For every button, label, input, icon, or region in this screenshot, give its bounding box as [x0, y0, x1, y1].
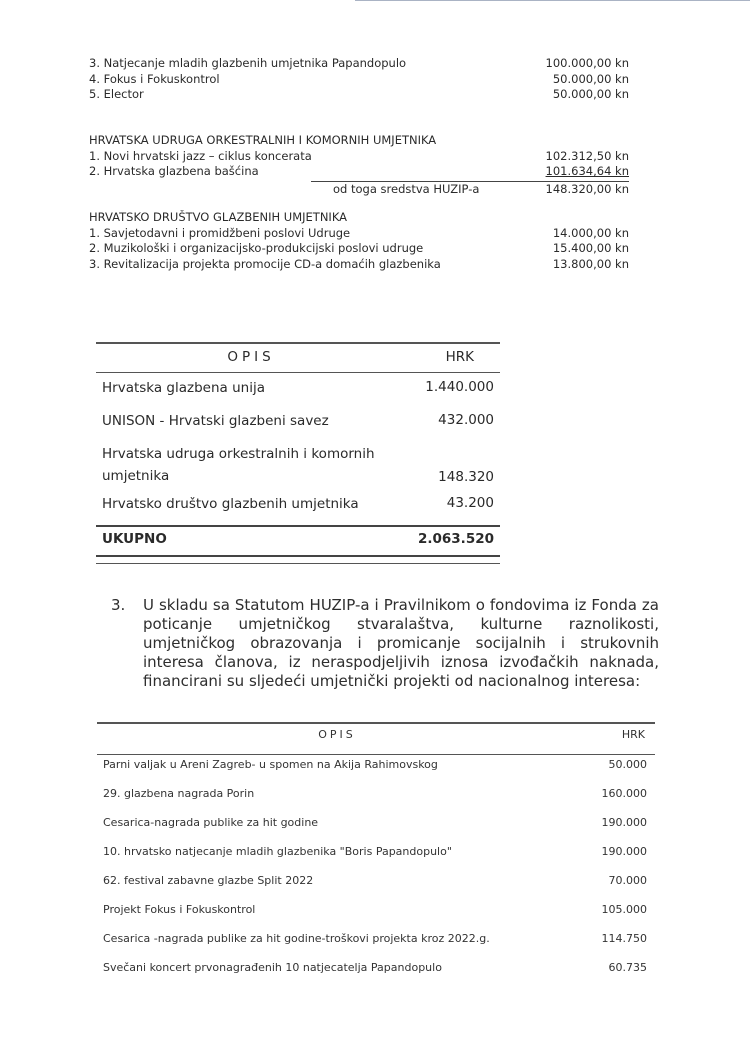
subtotal-amount: 148.320,00 kn: [545, 181, 629, 196]
item-label: 1. Savjetodavni i promidžbeni poslovi Udruge: [89, 225, 351, 240]
list-item: [89, 226, 629, 242]
header-hrk: HRK: [445, 349, 474, 365]
list-top: [89, 56, 629, 103]
table-row: [97, 871, 655, 900]
row-value: 43.200: [446, 495, 494, 511]
list-item: [89, 257, 629, 273]
row-name: Parni valjak u Areni Zagreb- u spomen na Akija Rahimovskog: [103, 758, 438, 771]
row-value: 105.000: [601, 903, 647, 916]
item-amount: 50.000,00 kn: [552, 87, 629, 101]
row-name: Projekt Fokus i Fokuskontrol: [103, 903, 256, 916]
item-amount: 50.000,00 kn: [552, 71, 629, 86]
page-top-rule: [355, 0, 750, 1]
row-name: 10. hrvatsko natjecanje mladih glazbenika "Boris Papandopulo": [103, 845, 452, 858]
table-row: [97, 842, 655, 871]
section-huoku: [89, 133, 629, 197]
paragraph-number: 3.: [111, 596, 126, 614]
row-value: 60.735: [608, 961, 647, 974]
list-item: [89, 149, 629, 165]
item-label: 2. Muzikološki i organizacijsko-produkcijski poslovi udruge: [89, 241, 424, 255]
list-item: [89, 56, 629, 72]
summary-table: [96, 342, 500, 564]
item-amount: 100.000,00 kn: [545, 56, 629, 70]
row-name: Hrvatsko društvo glazbenih umjetnika: [102, 496, 359, 512]
table-row: [97, 900, 655, 929]
table-row: [97, 755, 655, 784]
row-value: 50.000: [608, 758, 647, 771]
item-amount: 15.400,00 kn: [552, 241, 629, 255]
total-value: 2.063.520: [417, 531, 494, 547]
table-row: [97, 784, 655, 813]
row-name: 29. glazbena nagrada Porin: [103, 787, 255, 800]
row-value: 190.000: [601, 845, 647, 858]
paragraph-3: [111, 596, 659, 691]
row-name: UNISON - Hrvatski glazbeni savez: [102, 413, 329, 429]
section-title: [89, 210, 629, 226]
item-label: 5. Elector: [89, 87, 144, 101]
table-row: [96, 439, 500, 493]
list-item: [89, 87, 629, 103]
list-item: [89, 72, 629, 88]
header-opis: OPIS: [227, 349, 275, 365]
header-hrk: HRK: [621, 728, 645, 741]
row-value: 160.000: [601, 787, 647, 800]
row-value: 70.000: [608, 874, 647, 887]
table-row: [97, 813, 655, 842]
table-row: [97, 958, 655, 987]
item-amount: 13.800,00 kn: [552, 256, 629, 271]
item-label: 3. Natjecanje mladih glazbenih umjetnika Papandopulo: [89, 56, 407, 70]
row-name: Hrvatska glazbena unija: [102, 380, 265, 396]
item-amount: 14.000,00 kn: [552, 225, 629, 240]
row-name: Hrvatska udruga orkestralnih i komornih umjetnika: [102, 446, 375, 484]
table-header: [96, 344, 500, 373]
item-amount: 102.312,50 kn: [545, 148, 629, 163]
section-title-text: HRVATSKA UDRUGA ORKESTRALNIH I KOMORNIH UMJETNIKA: [89, 133, 437, 147]
table-row: [96, 373, 500, 406]
row-name: 62. festival zabavne glazbe Split 2022: [103, 874, 314, 887]
section-hdgu: [89, 210, 629, 272]
table-row: [97, 929, 655, 958]
row-value: 1.440.000: [425, 379, 494, 395]
row-value: 432.000: [438, 412, 494, 428]
total-label: UKUPNO: [102, 531, 167, 547]
table-row: [96, 493, 500, 517]
header-opis: OPIS: [318, 728, 356, 741]
item-label: 2. Hrvatska glazbena bašćina: [89, 164, 259, 178]
total-row: [96, 525, 500, 557]
subtotal-label: od toga sredstva HUZIP-a: [333, 181, 480, 196]
item-label: 4. Fokus i Fokuskontrol: [89, 71, 220, 86]
item-amount: 101.634,64 kn: [545, 164, 629, 178]
row-value: 148.320: [438, 469, 494, 485]
section-title-text: HRVATSKO DRUŠTVO GLAZBENIH UMJETNIKA: [89, 210, 348, 224]
row-value: 190.000: [601, 816, 647, 829]
list-item: [89, 164, 629, 181]
projects-table: [97, 722, 655, 987]
section-title: [89, 133, 629, 149]
row-name: Cesarica-nagrada publike za hit godine: [103, 816, 319, 829]
item-label: 1. Novi hrvatski jazz – ciklus koncerata: [89, 148, 312, 163]
row-name: Svečani koncert prvonagrađenih 10 natjecatelja Papandopulo: [103, 961, 442, 974]
table-row: [96, 406, 500, 439]
table-header: [97, 724, 655, 755]
row-name: Cesarica -nagrada publike za hit godine-troškovi projekta kroz 2022.g.: [103, 932, 490, 945]
subtotal-row: [311, 181, 629, 198]
item-label: 3. Revitalizacija projekta promocije CD-a domaćih glazbenika: [89, 256, 441, 271]
row-value: 114.750: [601, 932, 647, 945]
paragraph-text: U skladu sa Statutom HUZIP-a i Pravilnikom o fondovima iz Fonda za poticanje umjetničkog stvaralaštva, kulturne raznolikosti, umjetničkog obrazovanja i promicanje socijalnih i strukovnih interesa članova, iz neraspodjeljivih iznosa izvođačkih naknada, financirani su sljedeći umjetnički projekti od nacionalnog interesa:: [143, 596, 659, 690]
list-item: [89, 241, 629, 257]
